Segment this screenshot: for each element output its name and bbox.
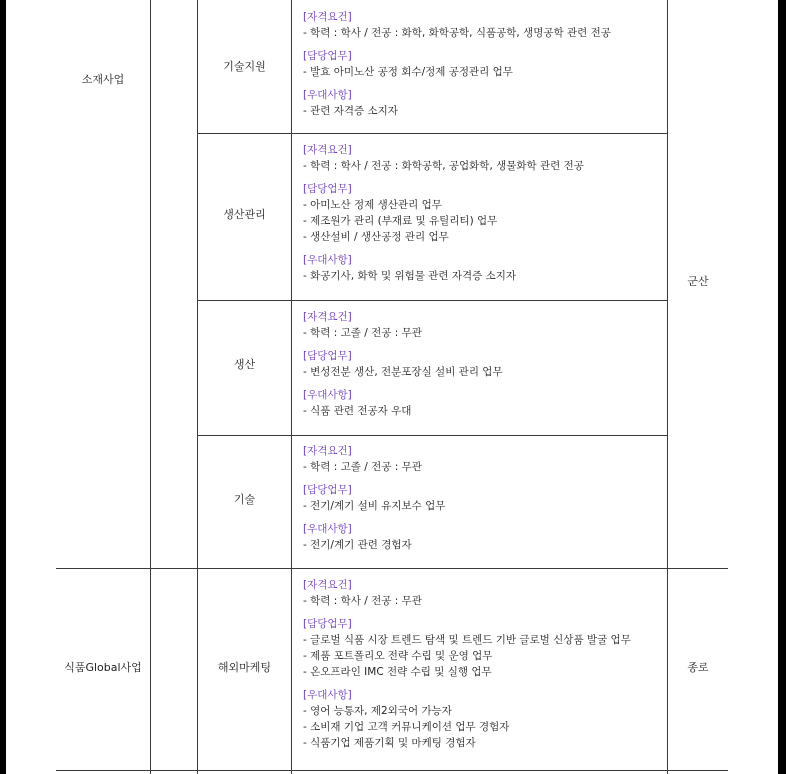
division-cell: 식품Global사업 [64, 661, 142, 674]
section-title: [우대사항] [303, 89, 352, 101]
section-title: [자격요건] [303, 144, 352, 156]
list-item: - 아미노산 정제 생산관리 업무 [303, 199, 442, 211]
section-title: [우대사항] [303, 689, 352, 701]
list-item: - 제조원가 관리 (부재료 및 유틸리티) 업무 [303, 215, 498, 227]
section-title: [자격요건] [303, 579, 352, 591]
section-title: [담당업무] [303, 350, 352, 362]
table-bottom-border [56, 770, 728, 771]
requirements-cell [303, 9, 663, 119]
job-cell: 생산 [233, 358, 256, 371]
col-divider-2 [197, 0, 198, 774]
list-item: - 식품기업 제품기획 및 마케팅 경험자 [303, 737, 476, 749]
job-cell: 생산관리 [223, 208, 266, 221]
list-item: - 글로벌 식품 시장 트렌드 탐색 및 트렌드 기반 글로벌 신상품 발굴 업무 [303, 634, 631, 646]
col-divider-4 [667, 0, 668, 774]
requirements-cell [303, 443, 663, 553]
requirements-cell [303, 309, 663, 419]
col-divider-3 [291, 0, 292, 774]
requirements-cell [303, 142, 663, 284]
location-cell: 군산 [687, 275, 709, 288]
section-title: [담당업무] [303, 183, 352, 195]
list-item: - 제품 포트폴리오 전략 수립 및 운영 업무 [303, 650, 493, 662]
list-item: - 학력 : 고졸 / 전공 : 무관 [303, 327, 422, 339]
list-item: - 학력 : 학사 / 전공 : 무관 [303, 595, 422, 607]
list-item: - 변성전분 생산, 전분포장실 설비 관리 업무 [303, 366, 503, 378]
location-cell: 종로 [687, 661, 709, 674]
list-item: - 학력 : 학사 / 전공 : 화학, 화학공학, 식품공학, 생명공학 관련 전공 [303, 27, 611, 39]
row-divider-1 [197, 133, 668, 134]
list-item: - 전기/계기 설비 유지보수 업무 [303, 500, 446, 512]
list-item: - 전기/계기 관련 경험자 [303, 539, 412, 551]
section-title: [담당업무] [303, 618, 352, 630]
list-item: - 관련 자격증 소지자 [303, 105, 398, 117]
section-title: [우대사항] [303, 389, 352, 401]
list-item: - 소비재 기업 고객 커뮤니케이션 업무 경험자 [303, 721, 510, 733]
col-divider-1 [150, 0, 151, 774]
list-item: - 학력 : 학사 / 전공 : 화학공학, 공업화학, 생물화학 관련 전공 [303, 160, 584, 172]
job-cell: 기술 [233, 493, 256, 506]
list-item: - 발효 아미노산 공정 회수/정제 공정관리 업무 [303, 66, 513, 78]
section-title: [우대사항] [303, 523, 352, 535]
section-title: [담당업무] [303, 484, 352, 496]
job-cell: 기술지원 [223, 60, 266, 73]
list-item: - 생산설비 / 생산공정 관리 업무 [303, 231, 449, 243]
list-item: - 학력 : 고졸 / 전공 : 무관 [303, 461, 422, 473]
requirements-cell [303, 577, 663, 751]
division-cell: 소재사업 [81, 73, 125, 86]
right-edge [778, 0, 786, 774]
section-title: [자격요건] [303, 311, 352, 323]
section-title: [담당업무] [303, 50, 352, 62]
list-item: - 영어 능통자, 제2외국어 가능자 [303, 705, 452, 717]
section-title: [우대사항] [303, 254, 352, 266]
row-divider-4 [56, 568, 728, 569]
list-item: - 온오프라인 IMC 전략 수립 및 실행 업무 [303, 666, 492, 678]
row-divider-2 [197, 300, 668, 301]
section-title: [자격요건] [303, 445, 352, 457]
section-title: [자격요건] [303, 11, 352, 23]
left-edge [0, 0, 6, 774]
list-item: - 식품 관련 전공자 우대 [303, 405, 412, 417]
list-item: - 화공기사, 화학 및 위험물 관련 자격증 소지자 [303, 270, 517, 282]
job-cell: 해외마케팅 [217, 661, 272, 674]
row-divider-3 [197, 435, 668, 436]
